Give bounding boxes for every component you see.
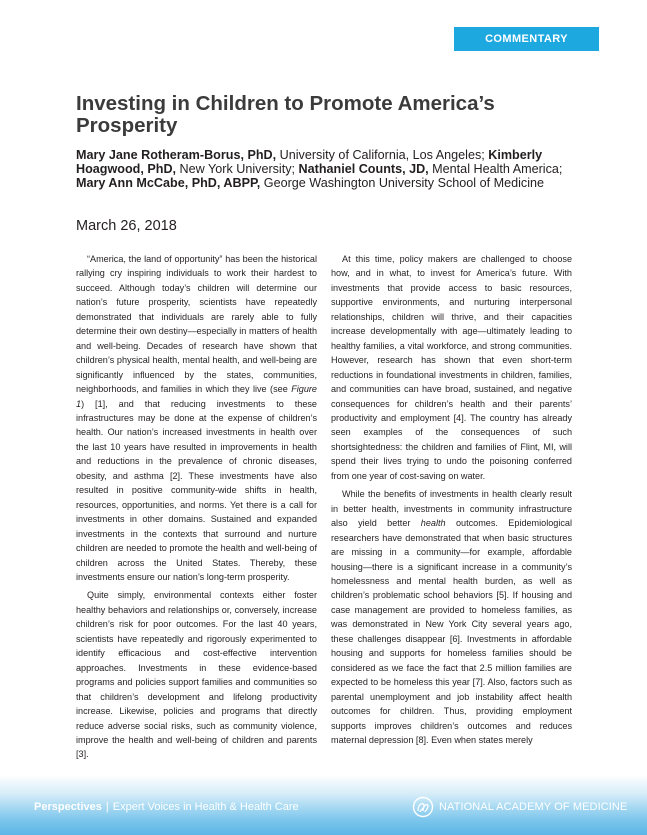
footer-org-name: NATIONAL ACADEMY OF MEDICINE — [439, 801, 628, 813]
body-column-left — [76, 252, 317, 762]
commentary-badge: COMMENTARY — [454, 27, 599, 51]
body-text: outcomes. Epidemiological researchers have demonstrated that when basic structures are missing in a community—for example, affordable housing—there is a significant increase in a community’s homelessness and mental health burden, as well as children’s problematic school behaviors [5]. If housing and case management are provided to homeless families, as was demonstrated in New York City several years ago, these challenges disappear [6]. Investments in affordable housing and supports for homeless families should be considered as we face the fact that 2.5 million families are expected to be homeless this year [7]. Also, factors such as parental unemployment and job instability affect health outcomes for children. Thus, providing employment supports improves children’s outcomes and reduces maternal depression [8]. Even when states merely — [331, 518, 572, 745]
footer-brand: Perspectives — [34, 801, 102, 813]
body-paragraph: Quite simply, environmental contexts either foster healthy behaviors and relationships or, conversely, increase children’s risk for poor outcomes. For the last 40 years, scientists have repeatedly and rigorously experimented to identify efficacious and cost-effective intervention approaches. Investments in these evidence-based programs and policies support families and communities so that children’s development and lifelong productivity increase. Likewise, policies and programs that directly reduce adverse social risks, such as community violence, improve the health and well-being of children and parents [3]. — [76, 590, 317, 760]
footer-series — [34, 801, 299, 813]
body-column-right — [331, 252, 572, 747]
author-affiliation: Mental Health America; — [428, 162, 563, 177]
emphasis-text: health — [420, 518, 446, 529]
footer-separator: | — [105, 801, 109, 813]
nam-logo-icon — [412, 796, 434, 818]
author-list — [76, 148, 576, 191]
body-text: While the benefits of investments in health clearly result in better health, investments in community infrastructure also yield better — [331, 489, 572, 529]
body-paragraph — [331, 487, 572, 747]
body-paragraph: At this time, policy makers are challenged to choose how, and in what, to invest for America’s future. With investments that provide access to basic resources, supportive environments, and nurturing interpersonal relationships, children will thrive, and their capacities increase developmentally with age—ultimately leading to healthy families, a vital workforce, and strong communities. However, research has shown that even short-term reductions in foundational investments in children, families, and communities can have broad, sustained, and negative consequences for children’s health and their parents’ productivity and employment [4]. The country has already seen examples of the consequences of such shortsightedness: the children and families of Flint, MI, will spend their lives trying to undo the poisoning conferred from one year of cost-saving on water. — [331, 254, 572, 481]
author-name: Mary Jane Rotheram-Borus, PhD, — [76, 148, 277, 162]
footer-tagline: Expert Voices in Health & Health Care — [112, 801, 299, 813]
author-affiliation: University of California, Los Angeles; — [276, 148, 489, 162]
author-name: Nathaniel Counts, JD, — [298, 162, 429, 177]
body-text: ) [1], and that reducing investments to these infrastructures may be done at the expense of children’s health. Our nation’s increased investments in health over the last 10 years have resulted in improvements in health and reductions in the prevalence of chronic diseases, obesity, and asthma [2]. These investments have also resulted in positive community-wide shifts in health, resources, opportunities, and norms. Yet there is a call for investments in other domains. Sustained and expanded investments in the contexts that surround and nurture children are needed to promote the health and well-being of children across the United States. Thereby, these investments ensure our nation’s long-term prosperity. — [76, 398, 317, 582]
author-affiliation: George Washington University School of Medicine — [260, 176, 545, 191]
article-title: Investing in Children to Promote America’s Prosperity — [76, 92, 495, 137]
figure-reference-link[interactable]: Figure 1 — [76, 384, 317, 409]
body-text: “America, the land of opportunity” has been the historical rallying cry inspiring individuals to work their hardest to succeed. Although today’s children will determine our nation’s future prosperity, scientists have repeatedly demonstrated that individuals are rarely able to fully determine their own destiny—especially in matters of health and well-being. Decades of research have shown that children’s physical health, mental health, and well-being are significantly influenced by the states, communities, neighborhoods, and families in which they live (see — [76, 254, 317, 395]
author-name: Kimberly Hoagwood, PhD, — [76, 148, 543, 177]
page-footer — [0, 775, 647, 835]
footer-organization — [412, 796, 627, 818]
author-name: Mary Ann McCabe, PhD, ABPP, — [76, 176, 261, 191]
author-affiliation: New York University; — [176, 162, 299, 177]
publication-date: March 26, 2018 — [76, 218, 177, 234]
body-paragraph — [76, 252, 317, 584]
